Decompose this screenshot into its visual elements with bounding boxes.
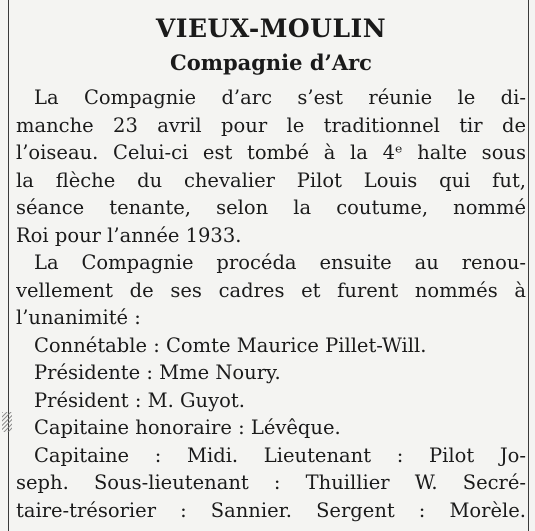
text-line: Présidente : Mme Noury. — [34, 361, 281, 384]
text-line: l’unanimité : — [16, 306, 141, 329]
text-line: Président : M. Guyot. — [34, 388, 245, 412]
text-line: vellement de ses cadres et furent nommés à — [16, 278, 526, 302]
text-line: taire-trésorier : Sannier. Sergent : Morèle. — [16, 498, 526, 522]
text-line: séance tenante, selon la coutume, nommé — [16, 196, 526, 219]
text-line: Connétable : Comte Maurice Pillet-Will. — [34, 333, 427, 357]
text-line: Capitaine honoraire : Lévêque. — [34, 416, 341, 439]
text-line: La Compagnie procéda ensuite au renou- — [34, 251, 526, 274]
text-line: La Compagnie d’arc s’est réunie le di- — [34, 86, 526, 109]
text-line: l’oiseau. Celui-ci est tombé à la 4ᵉ halte sous — [16, 141, 526, 164]
print-smudge — [2, 412, 12, 432]
news-article — [16, 14, 526, 524]
text-line: Roi pour l’année 1933. — [16, 223, 242, 247]
text-line: seph. Sous-lieutenant : Thuillier W. Secré- — [16, 471, 526, 494]
text-line: manche 23 avril pour le traditionnel tir de — [16, 113, 526, 137]
column-rule-right — [528, 0, 529, 531]
column-rule-left — [8, 0, 9, 531]
text-line: la flèche du chevalier Pilot Louis qui fut, — [16, 168, 526, 192]
article-subhead: Compagnie d’Arc — [170, 50, 372, 75]
text-line: Capitaine : Midi. Lieutenant : Pilot Jo- — [34, 443, 526, 467]
article-headline: VIEUX-MOULIN — [155, 14, 387, 43]
